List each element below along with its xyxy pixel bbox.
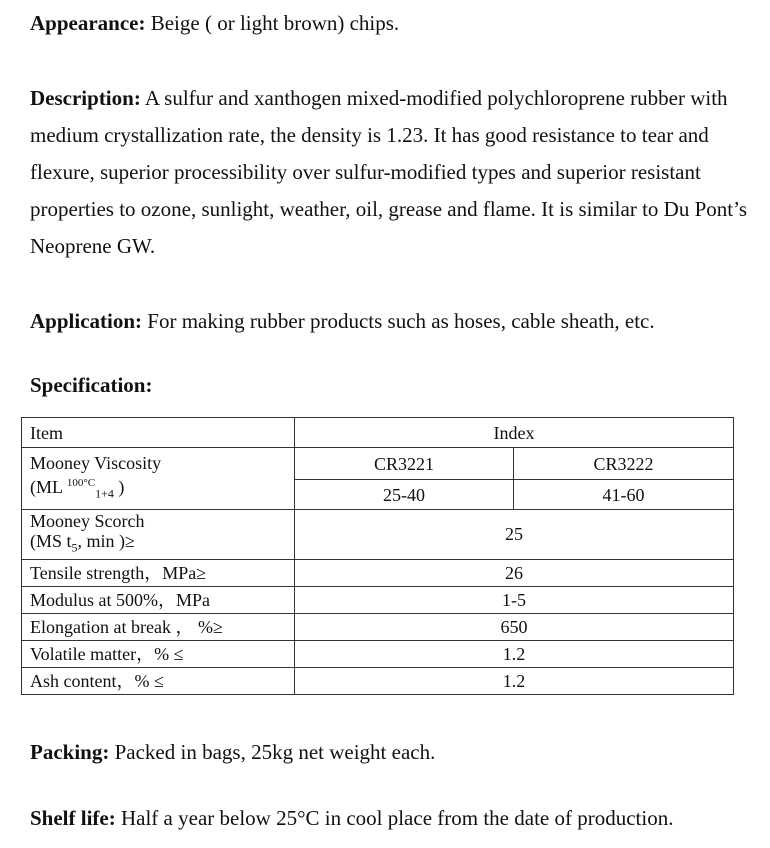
header-item: Item [22,418,295,448]
shelf-life-text: Half a year below 25°C in cool place from the date of production. [120,806,674,830]
mooney-viscosity-cr3221: 25-40 [295,480,514,510]
row-item: Tensile strength，MPa≥ [22,559,295,586]
packing-paragraph [30,734,760,771]
appearance-paragraph [30,5,760,42]
ms-unit-suffix: , min )≥ [77,531,135,551]
table-row [22,667,734,694]
table-row [22,640,734,667]
row-value: 1.2 [295,667,734,694]
mooney-scorch-value: 25 [295,510,734,560]
application-label: Application: [30,309,143,333]
description-paragraph [30,80,760,265]
mv-unit-sub: 1+4 [95,486,114,501]
packing-text: Packed in bags, 25kg net weight each. [114,740,436,764]
appearance-label: Appearance: [30,11,146,35]
row-item: Elongation at break ， %≥ [22,613,295,640]
description-label: Description: [30,86,141,110]
application-text: For making rubber products such as hoses, cable sheath, etc. [147,309,655,333]
table-row [22,586,734,613]
ms-unit-prefix: (MS t [30,531,72,551]
grade-cr3221: CR3221 [295,448,514,480]
mooney-scorch-item [22,510,295,560]
mv-unit-sup: 100°C [66,477,96,490]
ms-unit-sub: 5 [71,540,78,555]
mooney-scorch-name: Mooney Scorch [30,511,145,531]
shelf-life-label: Shelf life: [30,806,116,830]
row-item: Volatile matter，% ≤ [22,640,295,667]
specification-heading: Specification: [30,373,153,397]
mooney-viscosity-cr3222: 41-60 [514,480,734,510]
row-value: 26 [295,559,734,586]
row-value: 1-5 [295,586,734,613]
table-header-row [22,418,734,448]
table-row [22,510,734,560]
packing-label: Packing: [30,740,110,764]
table-row [22,559,734,586]
mooney-viscosity-name: Mooney Viscosity [30,453,162,474]
row-value: 1.2 [295,640,734,667]
shelf-life-paragraph [30,800,760,837]
row-value: 650 [295,613,734,640]
header-index: Index [295,418,734,448]
mooney-scorch-unit [30,531,286,558]
table-row [22,613,734,640]
appearance-text: Beige ( or light brown) chips. [150,11,400,35]
mooney-viscosity-item [22,448,295,510]
row-item: Modulus at 500%，MPa [22,586,295,613]
description-text: A sulfur and xanthogen mixed-modified polychloroprene rubber with medium crystallization rate, the density is 1.23. It has good resistance to tear and flexure, superior processibility over sulfur-modified types and superior resistant properties to ozone, sunlight, weather, oil, grease and flame. It is similar to Du Pont’s Neoprene GW. [30,86,748,258]
table-row [22,448,734,480]
mv-unit-prefix: (ML [30,477,67,498]
application-paragraph [30,303,760,340]
row-item: Ash content，% ≤ [22,667,295,694]
mv-unit-suffix: ) [113,477,125,498]
grade-cr3222: CR3222 [514,448,734,480]
specification-table [21,417,734,695]
mooney-viscosity-unit [30,473,286,504]
